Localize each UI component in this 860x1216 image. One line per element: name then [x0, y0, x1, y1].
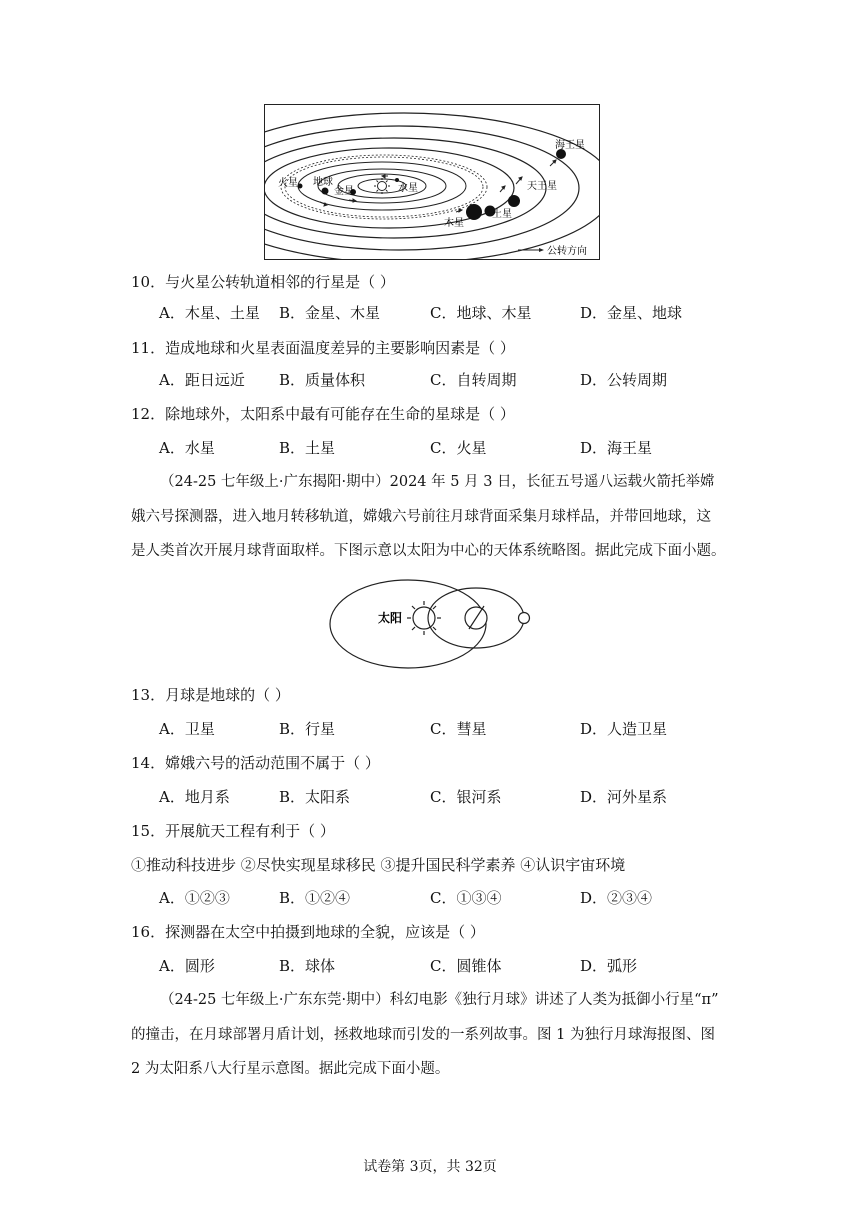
option-a[interactable]: A．①②③	[159, 889, 230, 907]
option-d[interactable]: D．②③④	[580, 889, 653, 907]
sun-icon	[407, 601, 441, 635]
option-b[interactable]: B．质量体积	[279, 371, 366, 389]
option-d[interactable]: D．海王星	[580, 439, 653, 457]
option-b[interactable]: B．行星	[279, 720, 336, 738]
option-a[interactable]: A．木星、土星	[159, 304, 260, 322]
sun-earth-moon-diagram	[328, 576, 534, 672]
option-a[interactable]: A．卫星	[159, 720, 215, 738]
question-16-stem: 16．探测器在太空中拍摄到地球的全貌，应该是（ ）	[131, 923, 485, 941]
question-11-options	[159, 370, 719, 390]
earth-orbit-ellipse	[330, 580, 486, 668]
option-b[interactable]: B．土星	[279, 439, 336, 457]
option-d[interactable]: D．公转周期	[580, 371, 668, 389]
option-b[interactable]: B．球体	[279, 957, 336, 975]
question-15-stem: 15．开展航天工程有利于（ ）	[131, 822, 335, 840]
label-saturn: 土星	[492, 209, 512, 220]
sun-label: 太阳	[378, 611, 403, 625]
question-14-options	[159, 787, 719, 807]
uranus-dot	[508, 195, 520, 207]
option-d[interactable]: D．人造卫星	[580, 720, 668, 738]
option-c[interactable]: C．圆锥体	[430, 957, 502, 975]
question-14-stem: 14．嫦娥六号的活动范围不属于（ ）	[131, 754, 380, 772]
passage-2-line-1: （24-25 七年级上·广东东莞·期中）科幻电影《独行月球》讲述了人类为抵御小行星“π”	[160, 992, 719, 1008]
earth-icon	[465, 606, 487, 629]
question-13-options	[159, 719, 719, 739]
option-c[interactable]: C．彗星	[430, 720, 487, 738]
passage-1-line-2: 娥六号探测器，进入地月转移轨道，嫦娥六号前往月球背面采集月球样品，并带回地球，这	[131, 509, 711, 525]
option-c[interactable]: C．火星	[430, 439, 487, 457]
option-d[interactable]: D．河外星系	[580, 788, 668, 806]
question-10-stem: 10．与火星公转轨道相邻的行星是（ ）	[131, 273, 395, 291]
option-b[interactable]: B．太阳系	[279, 788, 351, 806]
question-16-options	[159, 956, 719, 976]
option-c[interactable]: C．地球、木星	[430, 304, 532, 322]
option-a[interactable]: A．距日远近	[159, 371, 245, 389]
page-footer: 试卷第 3页，共 32页	[363, 1159, 497, 1175]
passage-1-line-3: 是人类首次开展月球背面取样。下图示意以太阳为中心的天体系统略图。据此完成下面小题。	[131, 543, 726, 559]
earth-dot	[322, 188, 329, 195]
question-10-options	[159, 303, 719, 323]
question-12-options	[159, 438, 719, 458]
passage-1-line-1: （24-25 七年级上·广东揭阳·期中）2024 年 5 月 3 日，长征五号遥八运载火箭托举嫦	[160, 474, 715, 490]
label-mercury: 水星	[398, 183, 418, 194]
option-a[interactable]: A．水星	[159, 439, 215, 457]
mercury-dot	[395, 178, 399, 182]
label-jupiter: 木星	[444, 218, 464, 229]
label-mars: 火星	[278, 178, 298, 189]
option-b[interactable]: B．金星、木星	[279, 304, 381, 322]
label-venus: 金星	[334, 186, 354, 197]
question-15-options	[159, 888, 719, 908]
option-a[interactable]: A．圆形	[159, 957, 215, 975]
label-earth: 地球	[313, 177, 333, 188]
jupiter-dot	[466, 204, 482, 220]
option-d[interactable]: D．金星、地球	[580, 304, 683, 322]
question-15-items: ①推动科技进步 ②尽快实现星球移民 ③提升国民科学素养 ④认识宇宙环境	[131, 856, 626, 874]
passage-2-line-2: 的撞击，在月球部署月盾计划，拯救地球而引发的一系列故事。图 1 为独行月球海报图、图	[131, 1027, 715, 1043]
passage-2-line-3: 2 为太阳系八大行星示意图。据此完成下面小题。	[131, 1061, 450, 1077]
option-c[interactable]: C．①③④	[430, 889, 502, 907]
option-a[interactable]: A．地月系	[159, 788, 230, 806]
question-12-stem: 12．除地球外，太阳系中最有可能存在生命的星球是（ ）	[131, 405, 515, 423]
option-c[interactable]: C．银河系	[430, 788, 502, 806]
mars-dot	[298, 184, 303, 189]
question-13-stem: 13．月球是地球的（ ）	[131, 686, 290, 704]
question-11-stem: 11．造成地球和火星表面温度差异的主要影响因素是（ ）	[131, 339, 515, 357]
solar-system-diagram	[264, 104, 600, 260]
option-c[interactable]: C．自转周期	[430, 371, 517, 389]
option-b[interactable]: B．①②④	[279, 889, 351, 907]
label-neptune: 海王星	[555, 140, 585, 151]
legend-label: 公转方向	[547, 246, 587, 257]
moon-dot	[519, 613, 530, 624]
option-d[interactable]: D．弧形	[580, 957, 638, 975]
label-uranus: 天王星	[527, 181, 557, 192]
